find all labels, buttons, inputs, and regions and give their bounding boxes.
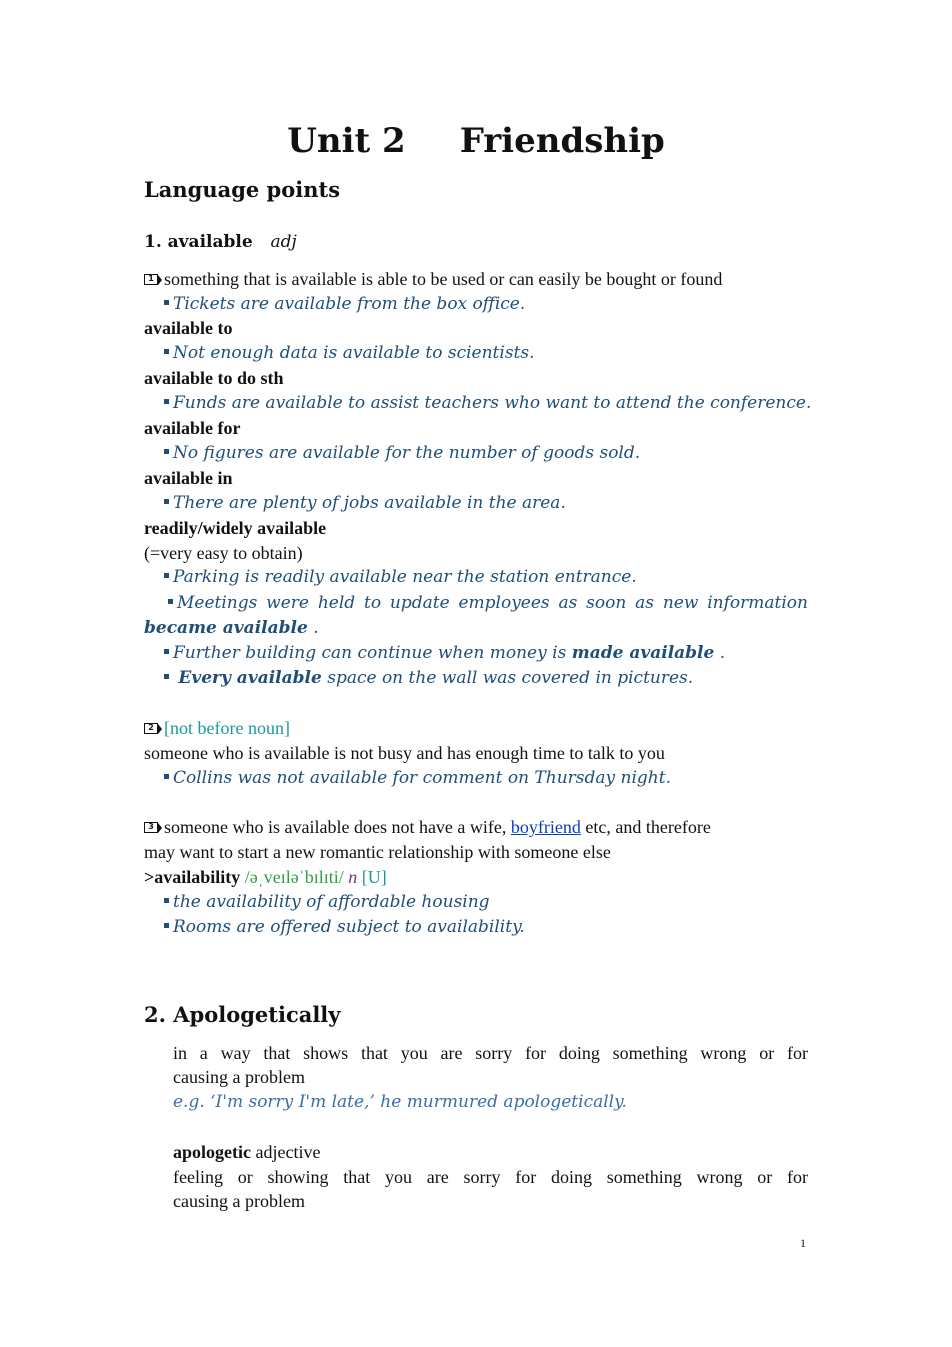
entry2-subword: apologetic: [173, 1142, 251, 1162]
example-5: There are plenty of jobs available in the area.: [164, 491, 566, 515]
entry2-subword-pos: adjective: [255, 1142, 321, 1162]
example-7-line1: Meetings were held to update employees as soon as new information: [168, 591, 808, 615]
derivative-line: [144, 865, 387, 889]
example-11: the availability of affordable housing: [164, 890, 490, 914]
bullet-icon: [164, 774, 169, 779]
derivative-pos: n: [348, 867, 358, 887]
page-title: [0, 118, 952, 164]
entry2-subword-definition-line2: causing a problem: [173, 1191, 305, 1211]
bullet-icon: [164, 573, 169, 578]
example-12: Rooms are offered subject to availability.: [164, 915, 525, 939]
example-1: Tickets are available from the box office.: [164, 292, 525, 316]
sense2-definition: someone who is available is not busy and has enough time to talk to you: [144, 743, 665, 763]
section-heading: Language points: [144, 177, 341, 202]
entry2-number: 2.: [144, 1002, 166, 1027]
phrase-available-to: available to: [144, 318, 233, 338]
bullet-icon: [164, 349, 169, 354]
derivative-word: >availability: [144, 867, 241, 887]
sense-3-marker-icon: 3: [144, 815, 164, 839]
title-topic: Friendship: [459, 121, 665, 161]
boyfriend-link[interactable]: boyfriend: [510, 817, 581, 837]
entry2-heading: [144, 1001, 341, 1029]
bullet-icon: [164, 449, 169, 454]
entry2-word: Apologetically: [173, 1002, 341, 1027]
example-8: Further building can continue when money is made available .: [164, 641, 725, 665]
sense2-label: 2 [not before noun]: [144, 716, 290, 740]
entry1-word: 1. available: [144, 232, 253, 252]
phrase-available-in: available in: [144, 468, 233, 488]
bullet-icon: [168, 599, 173, 604]
example-7-line2: became available .: [144, 618, 319, 638]
example-9: Every available space on the wall was covered in pictures.: [164, 666, 693, 690]
phrase-note: (=very easy to obtain): [144, 543, 303, 563]
example-10: Collins was not available for comment on Thursday night.: [164, 766, 671, 790]
phrase-available-to-do: available to do sth: [144, 368, 284, 388]
sense1-definition: 1 something that is available is able to be used or can easily be bought or found: [144, 267, 722, 291]
example-6: Parking is readily available near the station entrance.: [164, 565, 637, 589]
entry2-subword-line: [173, 1140, 320, 1164]
title-unit: Unit 2: [287, 121, 406, 161]
sense-1-marker-icon: 1: [144, 267, 164, 291]
derivative-label: [U]: [361, 867, 387, 887]
entry1-pos: adj: [270, 232, 297, 252]
entry2-subword-definition-line1: feeling or showing that you are sorry for doing something wrong or for: [173, 1167, 808, 1187]
derivative-pronunciation: /əˌveɪləˈbɪlɪti/: [244, 867, 344, 887]
sense3-definition-line2: may want to start a new romantic relationship with someone else: [144, 842, 611, 862]
example-3: Funds are available to assist teachers who want to attend the conference.: [164, 391, 811, 415]
entry2-definition-line1: in a way that shows that you are sorry for doing something wrong or for: [173, 1043, 808, 1063]
example-2: Not enough data is available to scientists.: [164, 341, 535, 365]
phrase-readily-available: readily/widely available: [144, 518, 327, 538]
sense3-definition-line1: 3 someone who is available does not have a wife, boyfriend etc, and therefore: [144, 815, 711, 839]
bullet-icon: [164, 499, 169, 504]
entry1-heading: [144, 230, 297, 254]
bullet-icon: [164, 674, 169, 679]
bullet-icon: [164, 399, 169, 404]
phrase-available-for: available for: [144, 418, 241, 438]
entry2-definition-line2: causing a problem: [173, 1067, 305, 1087]
entry2-example: e.g. ‘I'm sorry I'm late,’ he murmured apologetically.: [173, 1092, 627, 1112]
bullet-icon: [164, 923, 169, 928]
page-number: 1: [800, 1236, 806, 1250]
bullet-icon: [164, 300, 169, 305]
bullet-icon: [164, 898, 169, 903]
example-4: No figures are available for the number of goods sold.: [164, 441, 640, 465]
sense-2-marker-icon: 2: [144, 716, 164, 740]
bullet-icon: [164, 649, 169, 654]
